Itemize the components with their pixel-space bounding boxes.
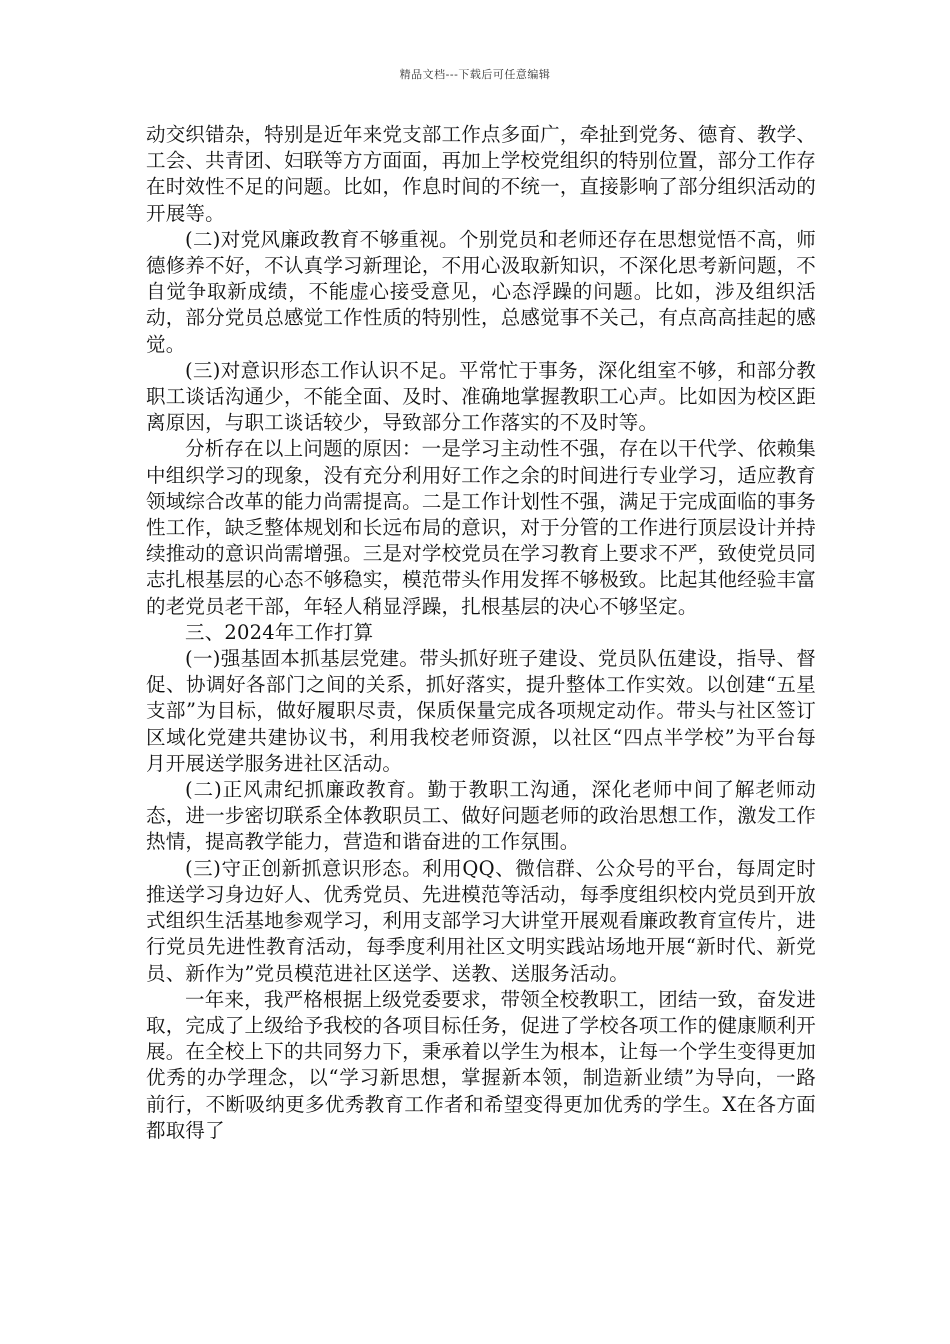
paragraph-cause-analysis: 分析存在以上问题的原因：一是学习主动性不强，存在以干代学、依赖集中组织学习的现象，没有充分利用好工作之余的时间进行专业学习，适应教育领域综合改革的能力尚需提高。二是工作计划性不强，满足于完成面临的事务性工作，缺乏整体规划和长远布局的意识，对于分管的工作进行顶层设计并持续推动的意识尚需增强。三是对学校党员在学习教育上要求不严，致使党员同志扎根基层的心态不够稳实，模范带头作用发挥不够极致。比起其他经验丰富的老党员老干部，年轻人稍显浮躁，扎根基层的决心不够坚定。	[146, 437, 816, 618]
paragraph-plan-1: (一)强基固本抓基层党建。带头抓好班子建设、党员队伍建设，指导、督促、协调好各部门之间的关系，抓好落实，提升整体工作实效。以创建“五星支部”为目标，做好履职尽责，保质保量完成各项规定动作。带头与社区签订区域化党建共建协议书，利用我校老师资源，以社区“四点半学校”为平台每月开展送学服务进社区活动。	[146, 647, 816, 775]
section-heading-work-plan: 三、2024年工作打算	[185, 620, 374, 644]
paragraph-continuation: 动交织错杂，特别是近年来党支部工作点多面广，牵扯到党务、德育、教学、工会、共青团、妇联等方方面面，再加上学校党组织的特别位置，部分工作存在时效性不足的问题。比如，作息时间的不统一，直接影响了部分组织活动的开展等。	[146, 123, 816, 225]
page-header: 精品文档---下载后可任意编辑	[399, 68, 551, 81]
paragraph-plan-2: (二)正风肃纪抓廉政教育。勤于教职工沟通，深化老师中间了解老师动态，进一步密切联系全体教职员工、做好问题老师的政治思想工作，激发工作热情，提高教学能力，营造和谐奋进的工作氛围。	[146, 778, 816, 854]
paragraph-section-2: (二)对党风廉政教育不够重视。个别党员和老师还存在思想觉悟不高，师德修养不好，不认真学习新理论，不用心汲取新知识，不深化思考新问题，不自觉争取新成绩，不能虚心接受意见，心态浮躁的问题。比如，涉及组织活动，部分党员总感觉工作性质的特别性，总感觉事不关己，有点高高挂起的感觉。	[146, 227, 816, 356]
document-body	[146, 122, 816, 1144]
paragraph-plan-3: (三)守正创新抓意识形态。利用QQ、微信群、公众号的平台，每周定时推送学习身边好人、优秀党员、先进模范等活动，每季度组织校内党员到开放式组织生活基地参观学习，利用支部学习大讲堂开展观看廉政教育宣传片，进行党员先进性教育活动，每季度利用社区文明实践站场地开展“新时代、新党员、新作为”党员模范进社区送学、送教、送服务活动。	[146, 856, 816, 985]
paragraph-section-3: (三)对意识形态工作认识不足。平常忙于事务，深化组室不够，和部分教职工谈话沟通少，不能全面、及时、准确地掌握教职工心声。比如因为校区距离原因，与职工谈话较少，导致部分工作落实的不及时等。	[146, 358, 816, 435]
paragraph-conclusion: 一年来，我严格根据上级党委要求，带领全校教职工，团结一致，奋发进取，完成了上级给予我校的各项目标任务，促进了学校各项工作的健康顺利开展。在全校上下的共同努力下，秉承着以学生为根本，让每一个学生变得更加优秀的办学理念，以“学习新思想，掌握新本领，制造新业绩”为导向，一路前行，不断吸纳更多优秀教育工作者和希望变得更加优秀的学生。X在各方面都取得了	[146, 987, 816, 1142]
